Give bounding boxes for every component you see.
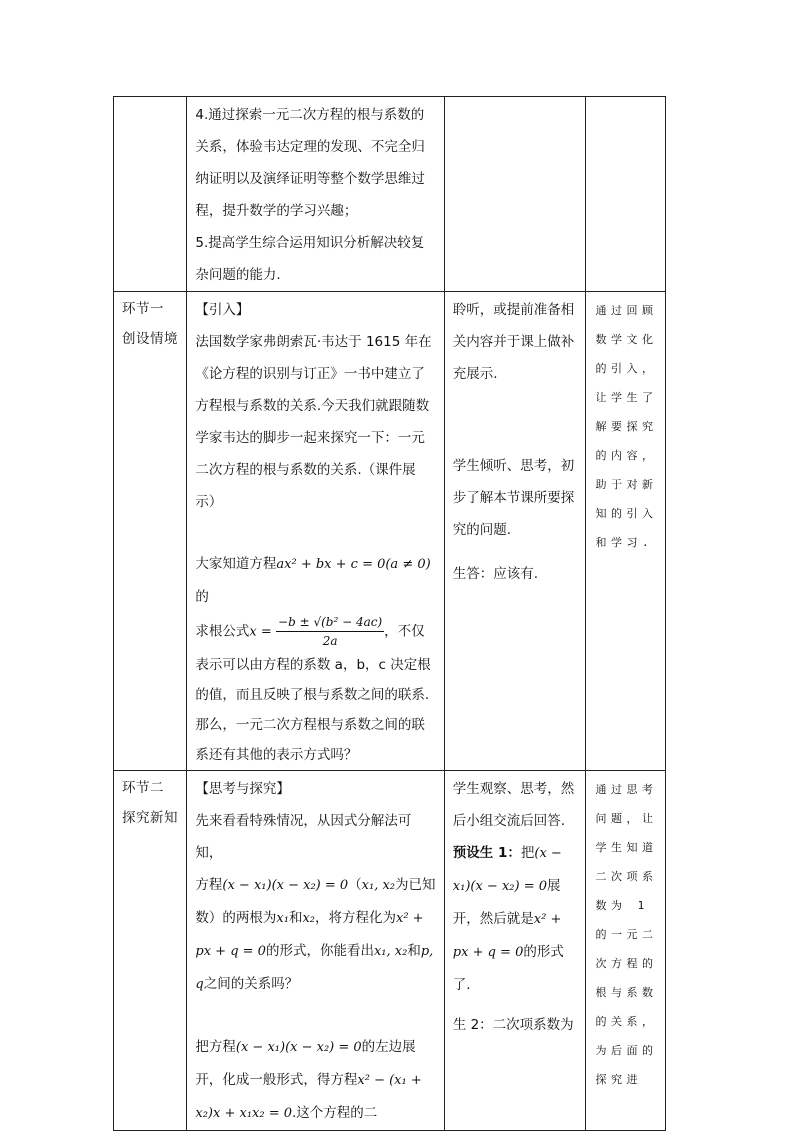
objective-5: 5.提高学生综合运用知识分析解决较复杂问题的能力. — [195, 235, 425, 283]
stage-cell — [114, 771, 187, 1131]
student-preset: 预设生 1：把(x − x₁)(x − x₂) = 0展开，然后就是x² + px + q = 0的形式了. — [452, 845, 564, 993]
table-row — [114, 771, 666, 1131]
section-heading: 【思考与探究】 — [195, 781, 290, 797]
intro-paragraph: 法国数学家弗朗索瓦·韦达于 1615 年在《论方程的识别与订正》一书中建立了方程根与系数的关系.今天我们就跟随数学家韦达的脚步一起来探究一下：一元二次方程的根与系数的关系.（课件展示） — [195, 334, 432, 510]
explore-paragraph-3: 把方程(x − x₁)(x − x₂) = 0的左边展开，化成一般形式，得方程x² − (x₁ + x₂)x + x₁x₂ = 0.这个方程的二 — [195, 1039, 422, 1121]
section-heading: 【引入】 — [195, 302, 250, 318]
lesson-plan-table — [113, 96, 666, 1131]
student-activity-3: 生 2：二次项系数为 — [452, 1017, 574, 1033]
formula-paragraph-2: 求根公式x = $\frac{\text{−b ± √(b² − 4ac)}}{2a}$ ，不仅表示可以由方程的系数 a，b，c 决定根的值，而且反映了根与系数之间的联系.那么，一元二次方程根与系数之间的联系还有其他的表示方式吗？ — [195, 615, 431, 763]
content-cell — [187, 97, 444, 292]
table-row — [114, 292, 666, 771]
formula-lhs: x = — [249, 624, 272, 640]
quadratic-formula: $\frac{\text{−b ± √(b² − 4ac)}}{2a}$ — [278, 615, 383, 648]
student-activity-2: 学生倾听、思考，初步了解本节课所要探究的问题. — [452, 458, 575, 538]
stage-cell — [114, 292, 187, 771]
intent-cell — [585, 292, 665, 771]
table-row — [114, 97, 666, 292]
student-activity-1: 学生观察、思考，然后小组交流后回答. — [452, 781, 575, 829]
stage-label: 环节一 创设情境 — [122, 301, 178, 347]
intent-cell — [585, 97, 665, 292]
explore-paragraph-1: 先来看看特殊情况，从因式分解法可知， — [195, 813, 412, 861]
student-activity-1: 聆听，或提前准备相关内容并于课上做补充展示. — [452, 302, 575, 382]
objective-4: 4.通过探索一元二次方程的根与系数的关系，体验韦达定理的发现、不完全归纳证明以及演绎证明等整个数学思维过程，提升数学的学习兴趣； — [195, 107, 425, 219]
student-cell — [444, 292, 585, 771]
formula-paragraph-1: 大家知道方程ax² + bx + c = 0(a ≠ 0)的 — [195, 556, 431, 605]
intent-cell — [585, 771, 665, 1131]
student-activity-3: 生答：应该有. — [452, 566, 539, 582]
content-cell — [187, 771, 444, 1131]
student-cell — [444, 771, 585, 1131]
quadratic-equation: ax² + bx + c = 0(a ≠ 0) — [276, 557, 431, 572]
student-cell — [444, 97, 585, 292]
design-intent: 通过思考问题，让学生知道二次项系数为 1 的一元二次方程的根与系数的关系，为后面的探究进 — [595, 783, 658, 1086]
stage-cell — [114, 97, 187, 292]
explore-paragraph-2: 方程(x − x₁)(x − x₂) = 0（x₁, x₂为已知数）的两根为x₁和x₂，将方程化为x² + px + q = 0的形式，你能看出x₁, x₂和p, q之间的关系吗？ — [195, 877, 436, 992]
design-intent: 通过回顾数学文化的引入，让学生了解要探究的内容，助于对新知的引入和学习. — [595, 304, 658, 549]
stage-label: 环节二 探究新知 — [122, 780, 178, 826]
content-cell — [187, 292, 444, 771]
